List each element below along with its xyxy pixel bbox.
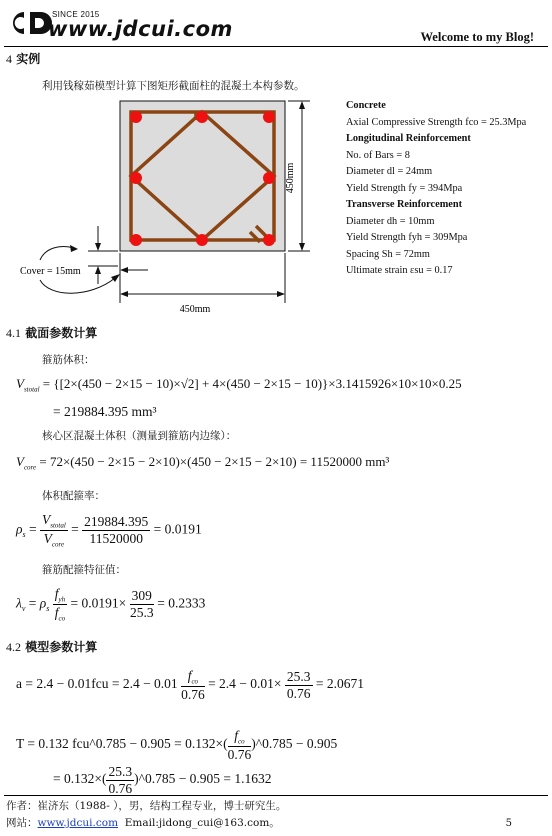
spec-fy: Yield Strength fy = 394Mpa <box>346 182 463 194</box>
spec-bars: No. of Bars = 8 <box>346 149 410 161</box>
intro-paragraph: 利用钱稼茹模型计算下图矩形截面柱的混凝土本构参数。 <box>42 80 305 92</box>
cover-label: Cover = 15mm <box>20 266 81 277</box>
page-number: 5 <box>505 818 512 829</box>
column-section-figure <box>10 98 310 323</box>
spec-fyh: Yield Strength fyh = 309Mpa <box>346 232 468 243</box>
header-rule <box>4 46 548 47</box>
text-stirrup-volume: 箍筋体积： <box>42 354 95 366</box>
equation-rho: $\rho_s$ = $\frac{V_{stotal}}{V_{core}}$ = $\frac{219884.395}{11520000}$ = 0.0191 <box>16 512 202 549</box>
section-heading-4-1: 4.1 截面参数计算 <box>6 326 98 340</box>
spec-fco: Axial Compressive Strength fco = 25.3Mpa <box>346 116 527 128</box>
since-label: SINCE 2015 <box>52 10 100 19</box>
spec-longitudinal-heading: Longitudinal Reinforcement <box>346 133 471 144</box>
equation-vstotal-result: = 219884.395 mm³ <box>53 404 157 419</box>
equation-vstotal: $V_{stotal} = \{[2\times(450 - 2\times 15 - 10)\times√2] + 4\times(450 - 2\times 15 - 10)\}\times 3.1415926\times 10\times 10\times 0.25$ <box>16 376 462 394</box>
equation-a: a = 2.4 − 0.01fcu = 2.4 − 0.01 $\frac{f_{co}}{0.76}$ = 2.4 − 0.01× $\frac{25.3}{0.76}$ = 2.0671 <box>16 668 365 702</box>
site-logo-text[interactable]: www.jdcui.com <box>48 17 233 41</box>
section-heading-4: 4 实例 <box>6 52 41 66</box>
footer-rule <box>4 795 548 796</box>
equation-T-line2: = 0.132×( $\frac{25.3}{0.76}$ )^0.785 − 0.905 = 1.1632 <box>53 764 272 796</box>
equation-vcore: $V_{core} = 72\times(450 - 2\times 15 - 2\times 10)\times(450 - 2\times 15 - 2\times 10) = 11520000$ mm³ <box>16 454 390 472</box>
equation-T-line1: T = 0.132 fcu^0.785 − 0.905 = 0.132×( $\frac{f_{co}}{0.76}$ )^0.785 − 0.905 <box>16 728 338 762</box>
height-dimension-label: 450mm <box>285 162 296 194</box>
spec-sh: Spacing Sh = 72mm <box>346 248 430 260</box>
footer-author: 作者：崔济东（1988- ），男，结构工程专业，博士研究生。 <box>6 800 287 812</box>
section-heading-4-2: 4.2 模型参数计算 <box>6 640 98 654</box>
spec-esu: Ultimate strain εsu = 0.17 <box>346 265 453 276</box>
text-volumetric-ratio: 体积配箍率： <box>42 490 105 502</box>
equation-lambda: $\lambda_v = \rho_s$ $\frac{f_{yh}}{f_{co}}$ = 0.0191× $\frac{309}{25.3}$ = 0.2333 <box>16 586 206 623</box>
spec-concrete-heading: Concrete <box>346 100 386 111</box>
footer-site-link[interactable]: www.jdcui.com <box>37 817 119 829</box>
text-characteristic-value: 箍筋配箍特征值： <box>42 564 126 576</box>
spec-transverse-heading: Transverse Reinforcement <box>346 199 462 210</box>
spec-dh: Diameter dh = 10mm <box>346 215 435 227</box>
text-core-volume: 核心区混凝土体积（测量到箍筋内边缘）： <box>42 430 237 442</box>
material-specs <box>346 98 526 280</box>
footer-site: 网站：www.jdcui.com Email:jidong_cui@163.com。 <box>6 817 280 829</box>
width-dimension-label: 450mm <box>179 304 211 315</box>
welcome-text: Welcome to my Blog! <box>420 30 534 44</box>
spec-dl: Diameter dl = 24mm <box>346 166 433 177</box>
